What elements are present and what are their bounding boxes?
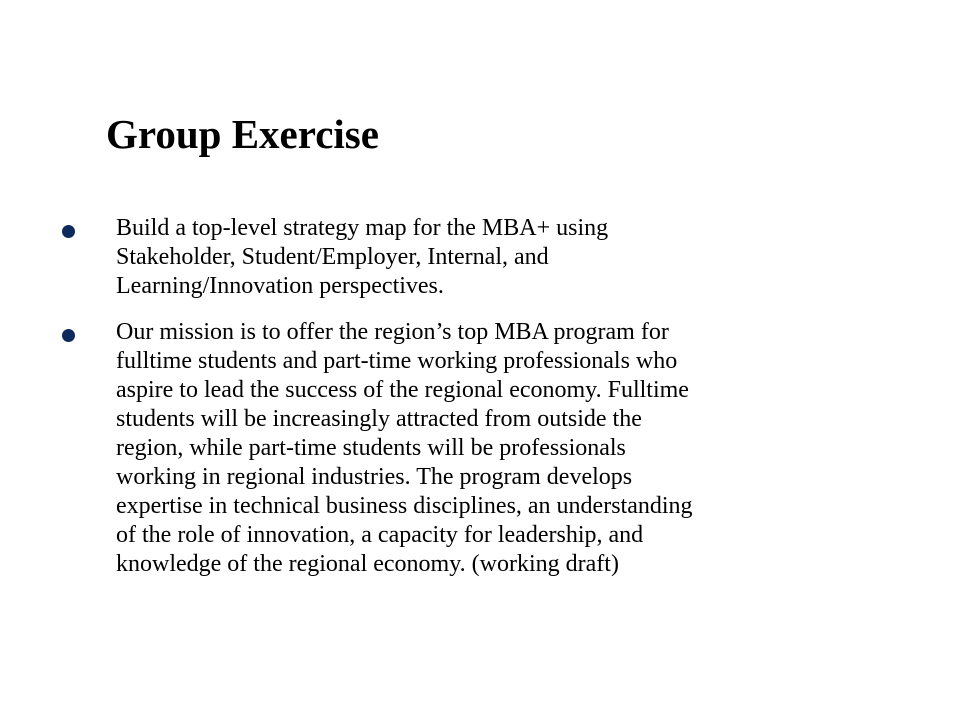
bullet-item-strategy-map [60,214,900,301]
bullet-icon [62,329,75,342]
bullet-icon [62,225,75,238]
bullet-text: Our mission is to offer the region’s top MBA program for fulltime students and part-time working professionals who aspire to lead the success of the regional economy. Fulltime students will be increasingly attracted from outside the region, while part-time students will be professionals working in regional industries. The program develops expertise in technical business disciplines, an understanding of the role of innovation, a capacity for leadership, and knowledge of the regional economy. (working draft) [116,319,693,577]
slide-title: Group Exercise [106,111,379,157]
bullet-text: Build a top-level strategy map for the MBA+ using Stakeholder, Student/Employer, Internal, and Learning/Innovation perspectives. [116,215,609,299]
bullet-list [60,214,900,596]
bullet-item-mission [60,318,900,579]
